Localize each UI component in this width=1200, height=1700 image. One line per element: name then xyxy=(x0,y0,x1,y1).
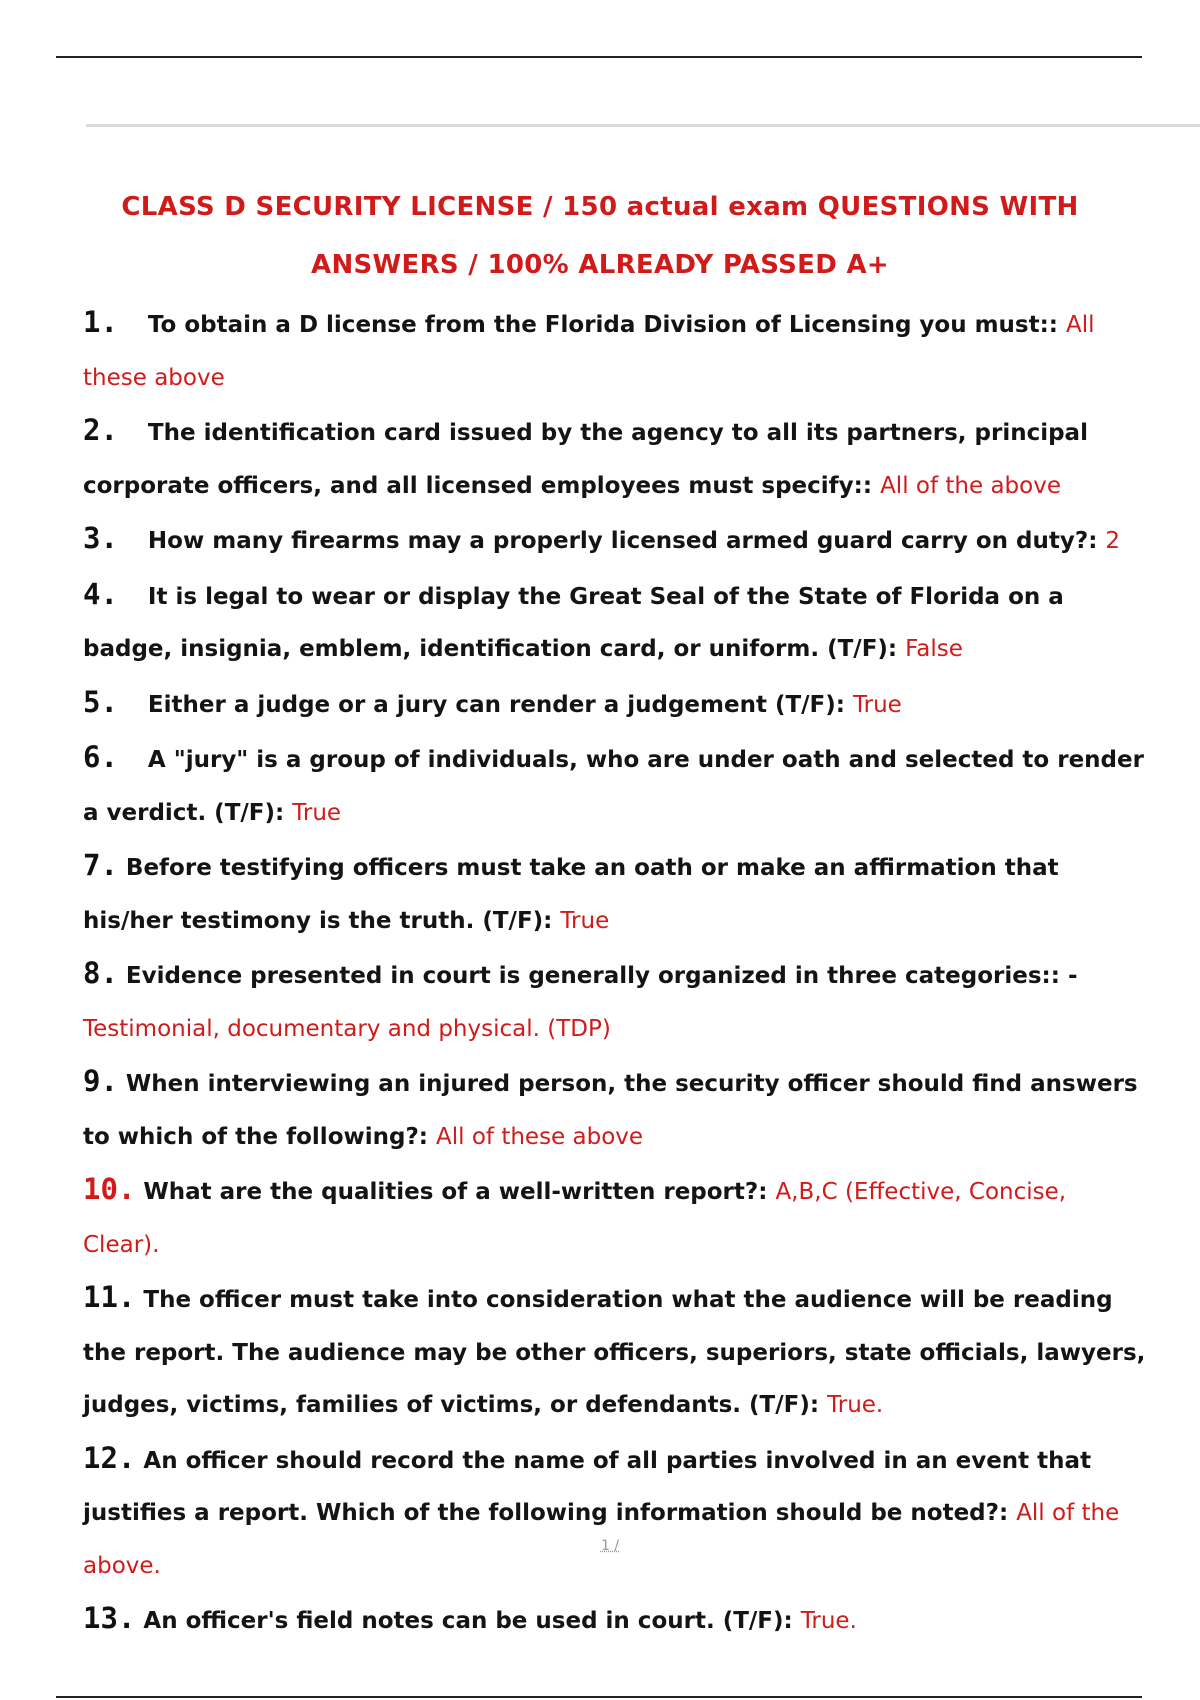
question-number: 6. xyxy=(83,740,118,774)
question-1 xyxy=(83,296,1149,404)
question-answer: True xyxy=(852,691,902,718)
question-number: 10. xyxy=(83,1172,136,1206)
question-text: Before testifying officers must take an oath or make an affirmation that his/her testimony is the truth. (T/F): xyxy=(83,855,1059,934)
question-number: 9. xyxy=(83,1064,118,1098)
question-answer: A,B,C (Effective, Concise, Clear). xyxy=(83,1179,1067,1258)
question-number: 4. xyxy=(83,576,118,611)
question-answer: All of these above xyxy=(436,1123,644,1150)
question-text: To obtain a D license from the Florida Division of Licensing you must:: xyxy=(147,312,1067,338)
question-2 xyxy=(83,404,1149,512)
question-text: An officer should record the name of all parties involved in an event that justifies a report. Which of the following information should be noted?: xyxy=(83,1447,1092,1526)
question-text: Either a judge or a jury can render a judgement (T/F): xyxy=(147,691,853,718)
question-text: Evidence presented in court is generally organized in three categories:: - xyxy=(125,963,1078,989)
question-text: When interviewing an injured person, the security officer should find answers to which of the following?: xyxy=(83,1071,1138,1150)
question-text: A "jury" is a group of individuals, who are under oath and selected to render a verdict. (T/F): xyxy=(83,747,1144,826)
question-text: The identification card issued by the agency to all its partners, principal corporate officers, and all licensed employees must specify:: xyxy=(83,420,1088,499)
question-number: 3. xyxy=(83,521,118,555)
question-11 xyxy=(83,1271,1149,1432)
top-rule xyxy=(56,56,1142,58)
question-answer: All of the above. xyxy=(83,1500,1120,1579)
question-number: 13. xyxy=(83,1601,136,1635)
question-text: How many firearms may a properly licensed armed guard carry on duty?: xyxy=(147,528,1106,554)
question-3 xyxy=(83,512,1149,568)
question-8 xyxy=(83,947,1149,1055)
question-13 xyxy=(83,1592,1149,1648)
question-text: The officer must take into consideration what the audience will be reading the report. The audience may be other officers, superiors, state officials, lawyers, judges, victims, families of victims, or defendants. (T/F): xyxy=(83,1287,1146,1418)
question-text: It is legal to wear or display the Great Seal of the State of Florida on a badge, insignia, emblem, identification card, or uniform. (T/F): xyxy=(83,583,1064,662)
question-number: 11. xyxy=(83,1280,136,1314)
question-answer: All of the above xyxy=(880,472,1061,499)
question-answer: False xyxy=(905,636,963,662)
question-7 xyxy=(83,839,1149,947)
question-answer: True xyxy=(292,799,342,826)
question-answer: True xyxy=(560,907,610,934)
question-9 xyxy=(83,1055,1149,1163)
question-answer: 2 xyxy=(1105,528,1121,554)
question-number: 7. xyxy=(83,848,118,882)
question-number: 12. xyxy=(83,1440,136,1475)
question-answer: True. xyxy=(827,1392,884,1418)
page-number: 1 / xyxy=(600,1538,620,1554)
question-answer: All these above xyxy=(83,312,1095,391)
question-list xyxy=(83,296,1149,1648)
header-rule xyxy=(86,124,1200,127)
question-text: An officer's field notes can be used in court. (T/F): xyxy=(143,1608,801,1634)
question-number: 1. xyxy=(83,305,118,339)
document-title: CLASS D SECURITY LICENSE / 150 actual exam QUESTIONS WITH ANSWERS / 100% ALREADY PASSED A+ xyxy=(121,192,1079,280)
bottom-rule xyxy=(56,1696,1142,1698)
question-5 xyxy=(83,676,1149,732)
question-number: 8. xyxy=(83,956,118,990)
question-number: 2. xyxy=(83,413,118,447)
question-12 xyxy=(83,1432,1149,1593)
question-number: 5. xyxy=(83,684,118,719)
question-10 xyxy=(83,1163,1149,1271)
question-4 xyxy=(83,568,1149,676)
question-answer: True. xyxy=(800,1608,857,1634)
question-6 xyxy=(83,731,1149,839)
question-answer: Testimonial, documentary and physical. (TDP) xyxy=(83,1015,611,1042)
question-text: What are the qualities of a well-written report?: xyxy=(143,1179,776,1205)
